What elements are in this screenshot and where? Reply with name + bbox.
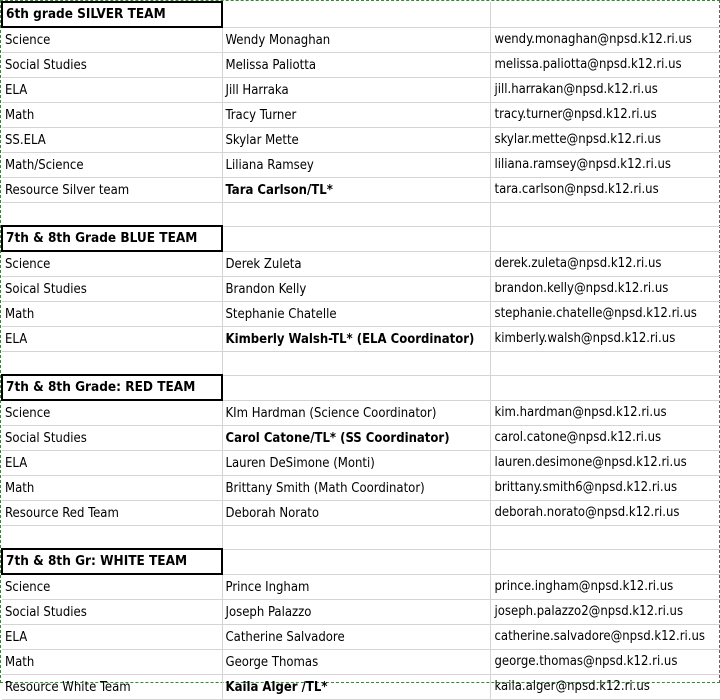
table-row — [2, 649, 720, 674]
email-cell[interactable]: tara.carlson@npsd.k12.ri.us — [490, 177, 720, 202]
subject-cell[interactable]: Resource Silver team — [2, 177, 222, 202]
table-row — [2, 127, 720, 152]
email-cell[interactable]: deborah.norato@npsd.k12.ri.us — [490, 500, 720, 525]
email-cell[interactable]: skylar.mette@npsd.k12.ri.us — [490, 127, 720, 152]
empty-cell[interactable] — [222, 525, 490, 549]
subject-cell[interactable]: Math/Science — [2, 152, 222, 177]
teacher-cell[interactable]: KIm Hardman (Science Coordinator) — [222, 400, 490, 425]
email-cell[interactable]: catherine.salvadore@npsd.k12.ri.us — [490, 624, 720, 649]
email-cell[interactable]: lauren.desimone@npsd.k12.ri.us — [490, 450, 720, 475]
team-header-row — [2, 226, 720, 251]
email-cell[interactable]: wendy.monaghan@npsd.k12.ri.us — [490, 27, 720, 52]
empty-cell[interactable] — [490, 549, 720, 574]
subject-cell[interactable]: Resource Red Team — [2, 500, 222, 525]
subject-cell[interactable]: Science — [2, 27, 222, 52]
table-row — [2, 276, 720, 301]
teacher-cell[interactable]: Brittany Smith (Math Coordinator) — [222, 475, 490, 500]
teacher-cell[interactable]: George Thomas — [222, 649, 490, 674]
subject-cell[interactable]: ELA — [2, 77, 222, 102]
teacher-cell[interactable]: Joseph Palazzo — [222, 599, 490, 624]
table-row — [2, 599, 720, 624]
empty-cell[interactable] — [2, 525, 222, 549]
email-cell[interactable]: melissa.paliotta@npsd.k12.ri.us — [490, 52, 720, 77]
empty-cell[interactable] — [222, 226, 490, 251]
subject-cell[interactable]: Social Studies — [2, 52, 222, 77]
team-name-cell[interactable]: 7th & 8th Gr: WHITE TEAM — [2, 549, 222, 574]
empty-cell[interactable] — [490, 202, 720, 226]
table-row — [2, 102, 720, 127]
team-header-row — [2, 375, 720, 400]
staff-directory-table — [1, 1, 720, 700]
teacher-cell[interactable]: Deborah Norato — [222, 500, 490, 525]
empty-cell[interactable] — [222, 375, 490, 400]
teacher-cell[interactable]: Melissa Paliotta — [222, 52, 490, 77]
subject-cell[interactable]: Math — [2, 102, 222, 127]
teacher-cell[interactable]: Stephanie Chatelle — [222, 301, 490, 326]
teacher-cell[interactable]: Carol Catone/TL* (SS Coordinator) — [222, 425, 490, 450]
table-row — [2, 475, 720, 500]
empty-cell[interactable] — [2, 351, 222, 375]
subject-cell[interactable]: SS.ELA — [2, 127, 222, 152]
table-row — [2, 326, 720, 351]
subject-cell[interactable]: Soical Studies — [2, 276, 222, 301]
table-row — [2, 574, 720, 599]
blank-row — [2, 525, 720, 549]
email-cell[interactable]: brittany.smith6@npsd.k12.ri.us — [490, 475, 720, 500]
empty-cell[interactable] — [2, 202, 222, 226]
table-row — [2, 52, 720, 77]
subject-cell[interactable]: ELA — [2, 624, 222, 649]
teacher-cell[interactable]: Kaila Alger /TL* — [222, 674, 490, 699]
team-name-cell[interactable]: 6th grade SILVER TEAM — [2, 2, 222, 27]
teacher-cell[interactable]: Kimberly Walsh-TL* (ELA Coordinator) — [222, 326, 490, 351]
table-body — [2, 2, 720, 699]
subject-cell[interactable]: Math — [2, 301, 222, 326]
email-cell[interactable]: george.thomas@npsd.k12.ri.us — [490, 649, 720, 674]
empty-cell[interactable] — [490, 525, 720, 549]
table-row — [2, 400, 720, 425]
subject-cell[interactable]: Science — [2, 400, 222, 425]
team-name-cell[interactable]: 7th & 8th Grade: RED TEAM — [2, 375, 222, 400]
email-cell[interactable]: liliana.ramsey@npsd.k12.ri.us — [490, 152, 720, 177]
blank-row — [2, 202, 720, 226]
blank-row — [2, 351, 720, 375]
team-header-row — [2, 549, 720, 574]
subject-cell[interactable]: Science — [2, 251, 222, 276]
table-row — [2, 301, 720, 326]
subject-cell[interactable]: Social Studies — [2, 425, 222, 450]
table-row — [2, 624, 720, 649]
email-cell[interactable]: prince.ingham@npsd.k12.ri.us — [490, 574, 720, 599]
email-cell[interactable]: kaila.alger@npsd.k12.ri.us — [490, 674, 720, 699]
teacher-cell[interactable]: Tracy Turner — [222, 102, 490, 127]
email-cell[interactable]: derek.zuleta@npsd.k12.ri.us — [490, 251, 720, 276]
email-cell[interactable]: brandon.kelly@npsd.k12.ri.us — [490, 276, 720, 301]
email-cell[interactable]: kim.hardman@npsd.k12.ri.us — [490, 400, 720, 425]
email-cell[interactable]: joseph.palazzo2@npsd.k12.ri.us — [490, 599, 720, 624]
table-row — [2, 152, 720, 177]
email-cell[interactable]: tracy.turner@npsd.k12.ri.us — [490, 102, 720, 127]
table-row — [2, 500, 720, 525]
teacher-cell[interactable]: Skylar Mette — [222, 127, 490, 152]
table-row — [2, 425, 720, 450]
email-cell[interactable]: jill.harrakan@npsd.k12.ri.us — [490, 77, 720, 102]
empty-cell[interactable] — [490, 226, 720, 251]
team-name-cell[interactable]: 7th & 8th Grade BLUE TEAM — [2, 226, 222, 251]
teacher-cell[interactable]: Derek Zuleta — [222, 251, 490, 276]
empty-cell[interactable] — [490, 2, 720, 27]
empty-cell[interactable] — [222, 549, 490, 574]
subject-cell[interactable]: Social Studies — [2, 599, 222, 624]
teacher-cell[interactable]: Catherine Salvadore — [222, 624, 490, 649]
email-cell[interactable]: stephanie.chatelle@npsd.k12.ri.us — [490, 301, 720, 326]
teacher-cell[interactable]: Wendy Monaghan — [222, 27, 490, 52]
subject-cell[interactable]: Math — [2, 475, 222, 500]
table-row — [2, 27, 720, 52]
table-row — [2, 251, 720, 276]
teacher-cell[interactable]: Lauren DeSimone (Monti) — [222, 450, 490, 475]
subject-cell[interactable]: Resource White Team — [2, 674, 222, 699]
subject-cell[interactable]: Science — [2, 574, 222, 599]
teacher-cell[interactable]: Prince Ingham — [222, 574, 490, 599]
table-row — [2, 77, 720, 102]
subject-cell[interactable]: ELA — [2, 326, 222, 351]
empty-cell[interactable] — [222, 2, 490, 27]
subject-cell[interactable]: ELA — [2, 450, 222, 475]
teacher-cell[interactable]: Liliana Ramsey — [222, 152, 490, 177]
team-header-row — [2, 2, 720, 27]
table-row — [2, 177, 720, 202]
table-row — [2, 674, 720, 699]
empty-cell[interactable] — [490, 351, 720, 375]
empty-cell[interactable] — [490, 375, 720, 400]
email-cell[interactable]: kimberly.walsh@npsd.k12.ri.us — [490, 326, 720, 351]
email-cell[interactable]: carol.catone@npsd.k12.ri.us — [490, 425, 720, 450]
table-row — [2, 450, 720, 475]
empty-cell[interactable] — [222, 351, 490, 375]
teacher-cell[interactable]: Tara Carlson/TL* — [222, 177, 490, 202]
empty-cell[interactable] — [222, 202, 490, 226]
subject-cell[interactable]: Math — [2, 649, 222, 674]
teacher-cell[interactable]: Brandon Kelly — [222, 276, 490, 301]
teacher-cell[interactable]: Jill Harraka — [222, 77, 490, 102]
